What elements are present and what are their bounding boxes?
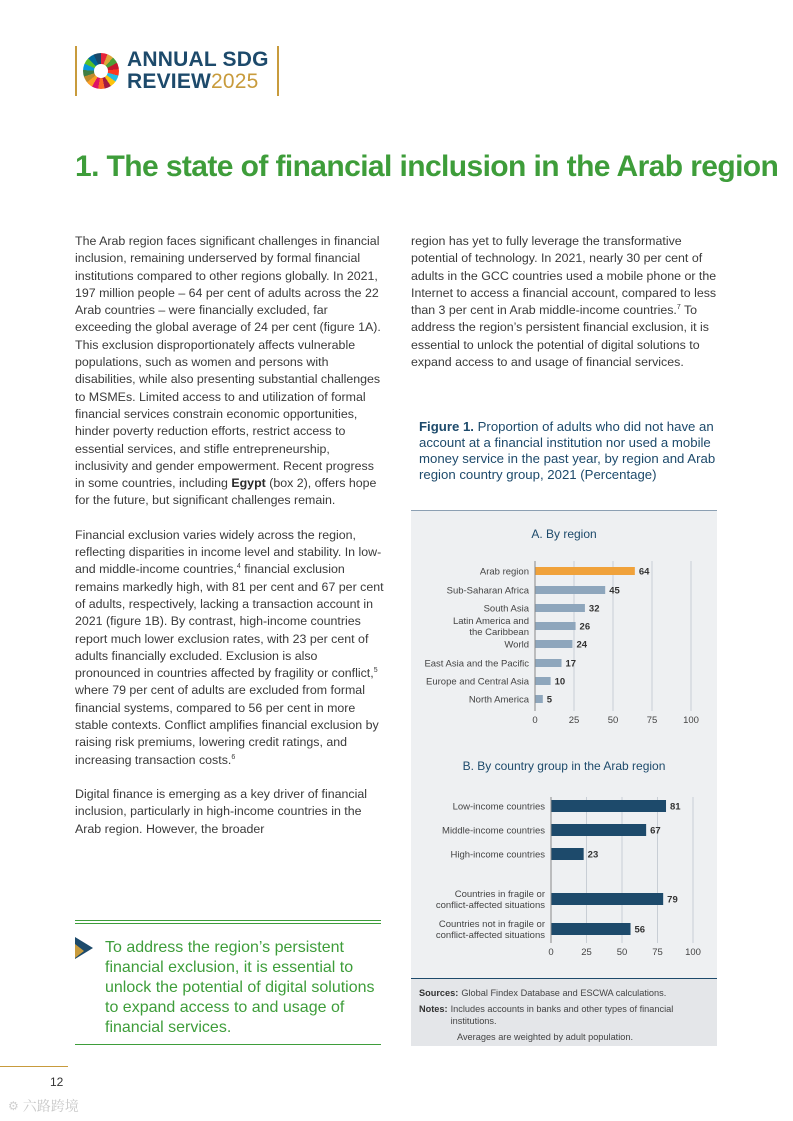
bar (535, 622, 576, 630)
bar (535, 640, 572, 648)
category-label: Middle-income countries (442, 825, 545, 837)
footnote-ref: 6 (231, 753, 236, 761)
paragraph (411, 233, 721, 371)
logo-review: REVIEW (127, 70, 212, 93)
paragraph-text: financial exclusion remains markedly high, with 81 per cent and 67 per cent of adults, respectively, lacking a transaction account in 2021 (figure 1B). By contrast, high-income countries report much lower exclusion rates, with 23 per cent of adults financially excluded. Exclusion is also pronounced in countries affected by fragility or conflict, (75, 562, 384, 681)
data-label: 23 (587, 849, 599, 861)
gear-icon: ⚙ (8, 1099, 19, 1113)
footnote-ref: 4 (236, 563, 241, 571)
category-label: Europe and Central Asia (426, 676, 529, 688)
logo-year: 2025 (211, 70, 259, 93)
x-tick-label: 25 (581, 947, 592, 958)
notes-text: Includes accounts in banks and other types of financial institutions. (450, 1004, 674, 1026)
figure-caption: Proportion of adults who did not have an account at a financial institution nor used a mobile money service in the past year, by region and Arab region country group, 2021 (Percentage) (419, 419, 716, 482)
pull-quote: To address the region’s persistent financial exclusion, it is essential to unlock the potential of digital solutions to expand access to and usage of financial services. (105, 939, 375, 1036)
figure-label: Figure 1. (419, 419, 474, 434)
paragraph-text: (box 2), offers hope for the future, but significant challenges remain. (75, 476, 377, 508)
bar (535, 695, 543, 703)
bar (551, 800, 666, 812)
logo-divider (75, 46, 77, 96)
quote-rule-top (75, 920, 381, 924)
data-label: 79 (667, 894, 678, 906)
paragraph: Digital finance is emerging as a key driver of financial inclusion, particularly in high-income countries in the Arab region. However, the broader (75, 786, 368, 836)
x-tick-label: 0 (548, 947, 554, 958)
paragraph-text: where 79 per cent of adults are excluded from formal financial systems, compared to 56 per cent in more stable contexts. Conflict amplifies financial exclusion by raising risk premiums, lowering credit ratings, and increasing transaction costs. (75, 683, 379, 767)
bar (535, 604, 585, 612)
x-tick-label: 50 (616, 947, 628, 958)
paragraph-text: Financial exclusion varies widely across the region, reflecting disparities in income level and stability. In low- and middle-income countries, (75, 527, 382, 577)
x-tick-label: 50 (607, 715, 619, 726)
watermark (8, 1096, 79, 1116)
data-label: 32 (588, 603, 600, 615)
category-label: Countries in fragile or (454, 889, 545, 900)
quote-arrow-accent (75, 944, 84, 958)
sources-text: Global Findex Database and ESCWA calculations. (461, 988, 667, 998)
left-column (75, 233, 385, 855)
category-label: Sub-Saharan Africa (446, 585, 529, 597)
logo-text (127, 49, 269, 93)
bar (535, 659, 562, 667)
chart-b-title: B. By country group in the Arab region (462, 759, 666, 773)
x-tick-label: 100 (685, 947, 701, 958)
data-label: 81 (670, 801, 681, 813)
data-label: 45 (609, 585, 620, 597)
category-label: South Asia (483, 603, 529, 615)
category-label: conflict-affected situations (435, 930, 545, 941)
footnote-ref: 5 (373, 667, 378, 674)
logo-line1: ANNUAL SDG (127, 48, 269, 71)
bar (535, 567, 635, 575)
bar (551, 824, 646, 836)
watermark-text: 六路跨境 (22, 1098, 79, 1114)
x-tick-label: 75 (652, 947, 663, 958)
chart-a-title: A. By region (531, 527, 597, 541)
section-title: 1. The state of financial inclusion in the Arab region (75, 150, 779, 183)
paragraph (75, 233, 385, 510)
data-label: 67 (650, 825, 661, 837)
category-label: Low-income countries (452, 801, 545, 813)
x-tick-label: 0 (532, 715, 538, 726)
chart-b (411, 781, 717, 981)
bar (551, 848, 584, 860)
data-label: 56 (634, 924, 646, 936)
chart-a (411, 551, 717, 771)
footnote-ref: 7 (676, 304, 681, 312)
quote-rule-bottom (75, 1044, 381, 1045)
country-link: Egypt (231, 476, 266, 491)
data-label: 10 (554, 676, 566, 688)
notes-row (419, 1003, 709, 1027)
category-label: East Asia and the Pacific (424, 658, 529, 670)
paragraph-text: The Arab region faces significant challenges in financial inclusion, remaining underserved by formal financial institutions compared to other regions globally. In 2021, 197 million people – 64 per cent of adults across the 22 Arab countries – were financially excluded, far exceeding the global average of 24 per cent (figure 1A). This exclusion disproportionately affects vulnerable populations, such as women and persons with disabilities, while also presenting substantial challenges to MSMEs. Limited access to and utilization of formal financial services constrain economic opportunities, hinder poverty reduction efforts, restrict access to essential services, and stifle entrepreneurship, inclusivity and gender empowerment. Recent progress in some countries, including (75, 234, 381, 491)
paragraph-text: To address the region’s persistent financial exclusion, it is essential to unlock the potential of digital solutions to expand access to and usage of financial services. (411, 303, 709, 370)
logo-divider (277, 46, 279, 96)
logo-line2 (127, 71, 269, 93)
paragraph (75, 527, 385, 769)
bar (551, 923, 631, 935)
x-tick-label: 25 (568, 715, 580, 726)
data-label: 24 (576, 639, 588, 651)
figure-notes (411, 978, 717, 1046)
sdg-wheel-icon (83, 53, 119, 89)
page-number-rule (0, 1066, 68, 1067)
category-label: Arab region (479, 566, 529, 578)
x-tick-label: 100 (683, 715, 699, 726)
data-label: 64 (638, 566, 650, 578)
category-label: conflict-affected situations (435, 900, 545, 911)
figure-panel (411, 510, 717, 978)
notes-extra: Averages are weighted by adult population. (457, 1032, 634, 1042)
category-label: World (504, 639, 529, 651)
paragraph-text: region has yet to fully leverage the transformative potential of technology. In 2021, nearly 30 per cent of adults in the GCC countries used a mobile phone or the Internet to access a financial account, compared to less than 3 per cent in Arab middle-income countries. (411, 234, 717, 318)
category-label: Countries not in fragile or (438, 919, 545, 930)
category-label: the Caribbean (469, 627, 529, 638)
report-logo (75, 46, 279, 96)
category-label: North America (468, 694, 529, 706)
bar (551, 893, 663, 905)
bar (535, 586, 605, 594)
right-column (411, 233, 721, 388)
sources-label: Sources: (419, 988, 459, 998)
sources-row (419, 987, 709, 999)
category-label: Latin America and (452, 616, 529, 627)
data-label: 17 (565, 658, 577, 670)
data-label: 5 (546, 694, 553, 706)
figure-title (419, 419, 719, 483)
notes-label: Notes: (419, 1004, 448, 1014)
bar (535, 677, 551, 685)
page-number: 12 (50, 1075, 64, 1089)
data-label: 26 (579, 621, 591, 633)
category-label: High-income countries (450, 849, 545, 861)
x-tick-label: 75 (646, 715, 658, 726)
